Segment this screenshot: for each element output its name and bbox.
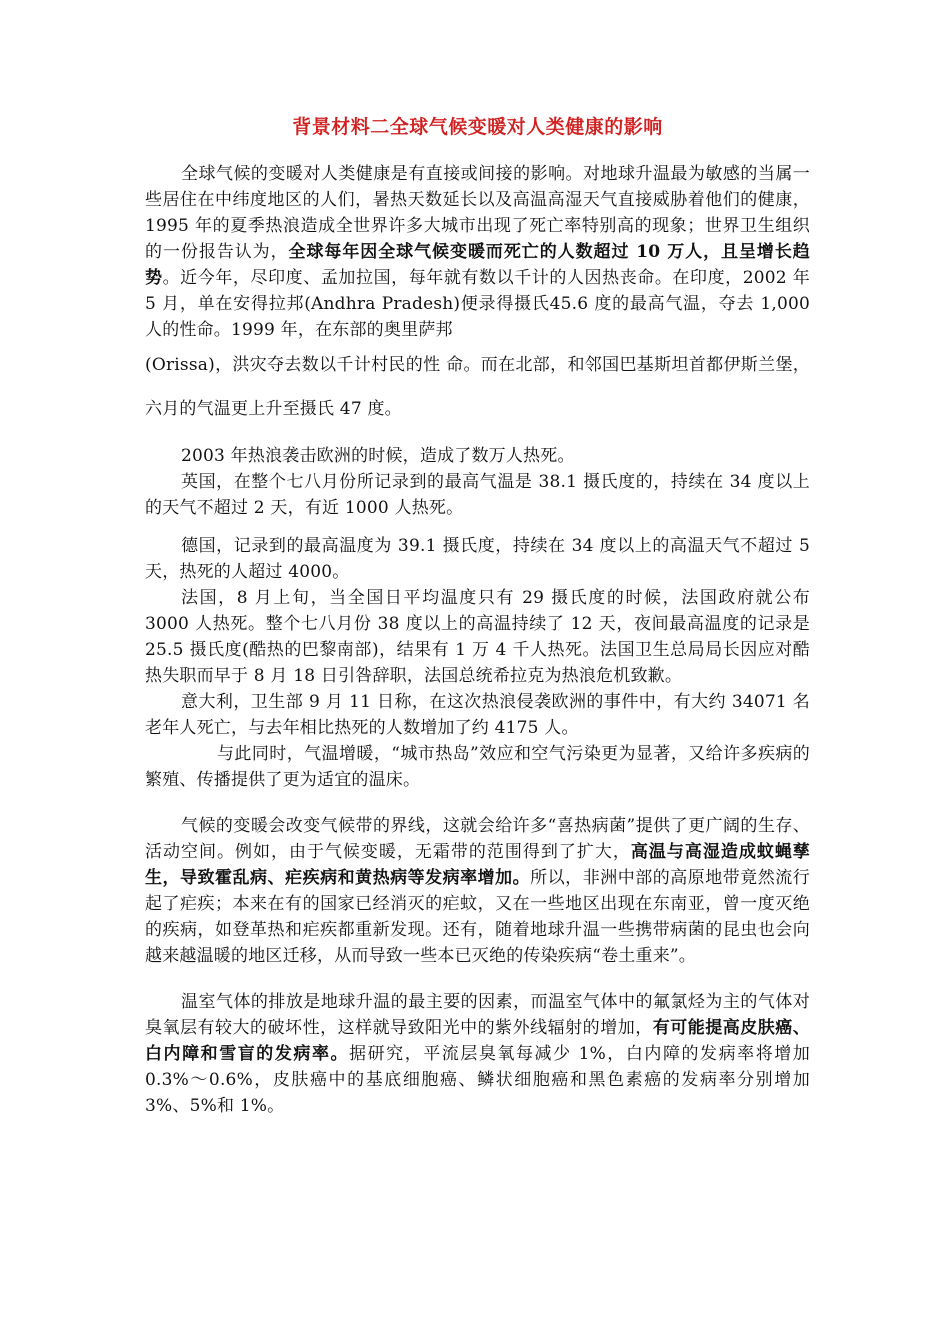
paragraph-orissa: (Orissa)，洪灾夺去数以千计村民的性 命。而在北部，和邻国巴基斯坦首都伊斯兰堡，六月的气温更上升至摄氏 47 度。 [145,355,810,419]
text-run: 温室气体的排放是地球升温的最主要的因素，而温室气体中的氟氯烃为主的气体对臭氧层有较大的破坏性，这样就导致阳光中的紫外线辐射的增加， [145,992,810,1038]
bold-text: 有可能提高皮肤癌、白内障和雪盲的发病率。 [145,1018,810,1064]
paragraph-uk: 英国，在整个七八月份所记录到的最高气温是 38.1 摄氏度的，持续在 34 度以上的天气不超过 2 天，有近 1000 人热死。 [145,472,810,518]
text-run: 气候的变暖会改变气候带的界线，这就会给许多“喜热病菌”提供了更广阔的生存、活动空间。例如，由于气候变暖，无霜带的范围得到了扩大， [145,816,810,862]
paragraph-ozone [145,989,810,1119]
document-page [145,112,810,1119]
bold-text: 高温与高湿造成蚊蝇孳生，导致霍乱病、疟疾病和黄热病等发病率增加。 [145,842,811,888]
paragraph-italy: 意大利，卫生部 9 月 11 日称，在这次热浪侵袭欧洲的事件中，有大约 34071 名老年人死亡，与去年相比热死的人数增加了约 4175 人。 [145,692,810,738]
paragraph-heat-deaths [145,161,810,343]
paragraph-france: 法国，8 月上旬，当全国日平均温度只有 29 摄氏度的时候，法国政府就公布 3000 人热死。整个七八月份 38 度以上的高温持续了 12 天，夜间最高温度的记录是 25.5 摄氏度(酷热的巴黎南部)，结果有 1 万 4 千人热死。法国卫生总局局长因应对酷热失职而早于 8 月 18 日引咎辞职，法国总统希拉克为热浪危机致歉。 [145,588,810,686]
paragraph-disease-spread [145,813,810,969]
text-run: 。近今年，尽印度、孟加拉国，每年就有数以千计的人因热丧命。在印度，2002 年 5 月，单在安得拉邦(Andhra Pradesh)便录得摄氏45.6 度的最高气温，夺去 1,000 人的性命。1999 年，在东部的奥里萨邦 [145,268,811,340]
text-run: 全球气候的变暖对人类健康是有直接或间接的影响。对地球升温最为敏感的当属一些居住在中纬度地区的人们，暑热天数延长以及高温高湿天气直接威胁着他们的健康，1995 年的夏季热浪造成全世界许多大城市出现了死亡率特别高的现象；世界卫生组织的一份报告认为， [145,164,810,262]
text-run: 所以，非洲中部的高原地带竟然流行起了疟疾；本来在有的国家已经消灭的疟蚊，又在一些地区出现在东南亚，曾一度灭绝的疾病，如登革热和疟疾都重新发现。还有，随着地球升温一些携带病菌的昆虫也会向越来越温暖的地区迁移，从而导致一些本已灭绝的传染疾病“卷土重来”。 [145,868,810,966]
document-title: 背景材料二全球气候变暖对人类健康的影响 [292,116,663,138]
text-run: 据研究，平流层臭氧每减少 1%，白内障的发病率将增加 0.3%～0.6%，皮肤癌中的基底细胞癌、鳞状细胞癌和黑色素癌的发病率分别增加 3%、5%和 1%。 [145,1044,810,1116]
paragraph-germany: 德国，记录到的最高温度为 39.1 摄氏度，持续在 34 度以上的高温天气不超过 5 天，热死的人超过 4000。 [145,536,810,582]
paragraph-europe-2003: 2003 年热浪袭击欧洲的时候，造成了数万人热死。 [181,446,575,466]
paragraph-urban-heat-island: 与此同时，气温增暖，“城市热岛”效应和空气污染更为显著，又给许多疾病的繁殖、传播提供了更为适宜的温床。 [145,744,810,790]
bold-text: 全球每年因全球气候变暖而死亡的人数超过 10 万人，且呈增长趋势 [145,242,810,288]
